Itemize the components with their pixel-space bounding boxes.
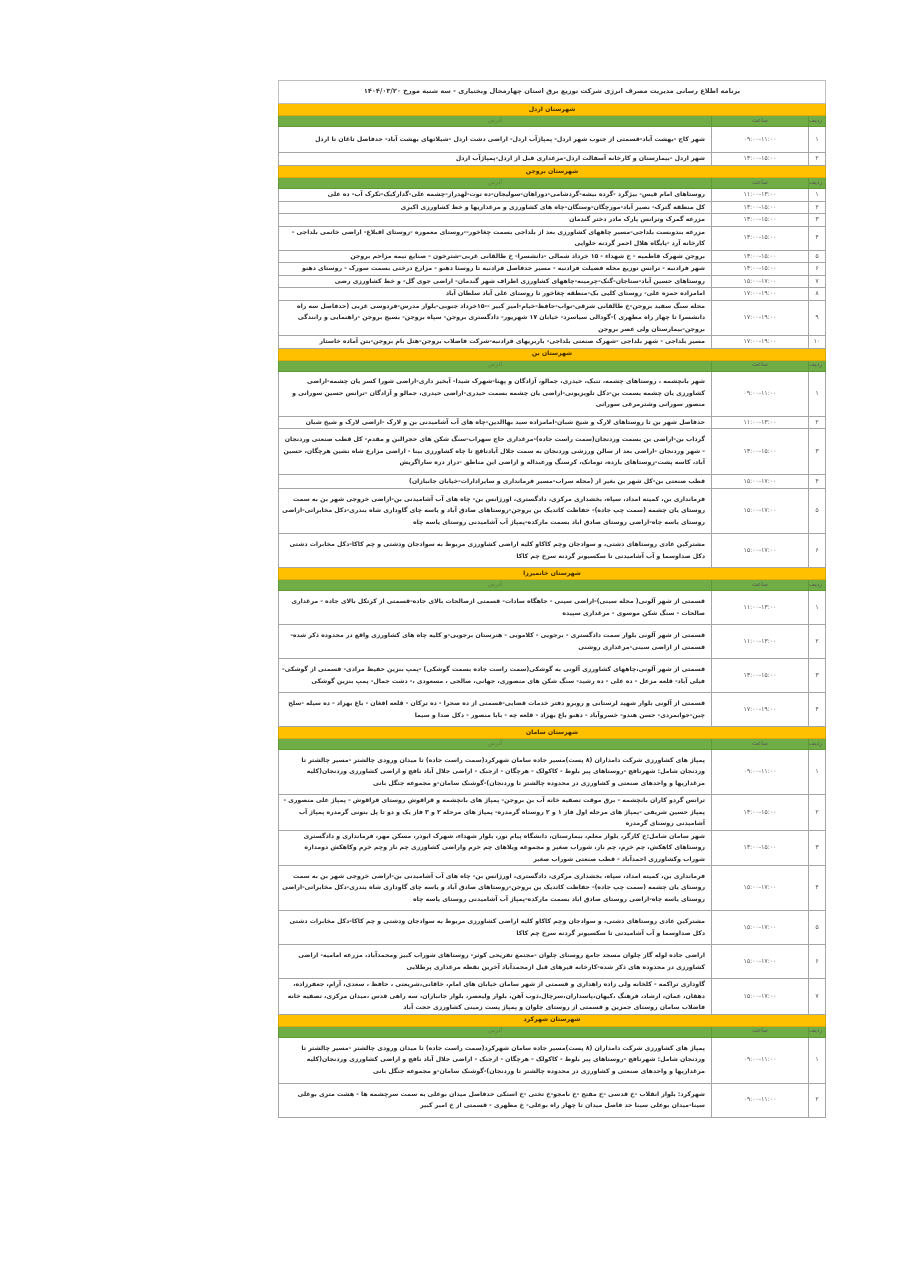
table-row xyxy=(279,795,826,831)
outage-time: ۱۵:۰۰-۱۷:۰۰ xyxy=(712,489,809,534)
table-row xyxy=(279,945,826,979)
table-row xyxy=(279,416,826,429)
outage-address: قسمتی از شهر آلونی بلوار سمت دادگستری - برجویی - کلاموبی - هنرستان برجویی-و کلیه چاه های کشاورزی واقع در محدوده ذکر شده-قسمتی از اراضی سینی-مرغداری روشنی xyxy=(279,625,712,659)
outage-address: اراضی جاده لوله گاز چلوان مسجد جامع روستای چلوان -مجتمع تفریحی کوثر- روستاهای شوراب کبیر ومحمدآباد، مزرعه امامیه- اراضی کشاورزی در محدوده های ذکر شده-کارخانه قیرهای قبل ازمحمدآباد آخرین نقطه مرغداری پرطلایی xyxy=(279,945,712,979)
outage-time: ۱۷:۰۰-۱۹:۰۰ xyxy=(712,300,809,336)
outage-address: گاوداری تراکمه - کلخانه ولی زاده راهداری و قسمتی از شهر سامان خیابان های امام، خاقانی،شریعتی ، حافظ ، سعدی، آرام، جعفرزاده، دهقان، عمان، ارشاد، فرهنگ ،کیهان،پاسداران،سرچال،ذوب آهن، بلوار ولیعصر، بلوار جانبازان، سه راهی قدس ،میدان مرکزی، تصفیه خانه فاضلاب سامان روستای جمزین و قسمتی از روستای چلوان و پمپاژ پست زمینی کشاورزی حجت آباد xyxy=(279,979,712,1015)
outage-time: ۱۱:۰۰-۱۳:۰۰ xyxy=(712,591,809,625)
row-index: ۴ xyxy=(809,693,826,727)
column-header-row xyxy=(279,116,826,127)
row-index: ۲ xyxy=(809,416,826,429)
county-header xyxy=(279,727,826,739)
row-index: ۱ xyxy=(809,127,826,153)
outage-address: شهر اردل -بیمارستان و کارخانه آسفالت اردل-مرغداری قبل از اردل-پمپاژآب اردل xyxy=(279,153,712,166)
row-index: ۲ xyxy=(809,153,826,166)
document-title: برنامه اطلاع رسانی مدیریت مصرف انرژی شرکت توزیع برق استان چهارمحال وبختیاری - سه شنبه مورخ ۱۴۰۴/۰۳/۲۰ xyxy=(279,81,826,104)
column-header-index: ردیف xyxy=(809,580,826,591)
outage-address: پمپاژ های کشاورزی شرکت دامداران (۸ پست)مسیر جاده سامان شهرکرد(سمت راست جاده) تا میدان ورودی چالشتر -مسیر چالشتر تا وردنجان شامل: شهرنافچ -روستاهای پیر بلوط - کاکولک - هرچگان - ارجنک - اراضی جلال آباد نافچ و اراضی کشاورزی وردنجان(کلیه مرغداریها و واحدهای صنعتی و کشاورزی در محدوده چالشتر تا وردنجان)-گوشنک سامان-و مجموعه جنگل بانی xyxy=(279,750,712,795)
outage-address: کل منطقه گترک- نصیر آباد-مورچگان-وستگان-چاه های کشاورزی و مرغداریها و خط کشاورزی اکبری xyxy=(279,201,712,214)
table-row xyxy=(279,275,826,288)
county-name: شهرستان خانمیرزا xyxy=(279,568,826,580)
outage-time: ۱۵:۰۰-۱۷:۰۰ xyxy=(712,979,809,1015)
row-index: ۱۰ xyxy=(809,336,826,349)
outage-time: ۱۵:۰۰-۱۷:۰۰ xyxy=(712,534,809,568)
table-row xyxy=(279,127,826,153)
table-row xyxy=(279,591,826,625)
row-index: ۵ xyxy=(809,911,826,945)
column-header-address: آدرس xyxy=(279,116,712,127)
table-row xyxy=(279,263,826,276)
table-row xyxy=(279,750,826,795)
table-row xyxy=(279,489,826,534)
table-row xyxy=(279,693,826,727)
column-header-row xyxy=(279,739,826,750)
column-header-row xyxy=(279,1026,826,1037)
outage-address: شهر بانچشمه ، روستاهای چشمه، تنبک، حیدری، جمالو، آزادگان و پهنا-شهرک شیدا- آبخیز داری-اراضی شورا کسر یان چشمه-اراضی کشاورزی یان چشمه بسمت بن-دکل تلویزیونی-اراضی یان چشمه بسمت حیدری-اراضی حیدری، جمالو و آزادگان -ترانس حسین سورانی و منصور سورانی وشترمرغی سورانی xyxy=(279,371,712,416)
outage-address: قسمتی از شهر آلونی،چاههای کشاورزی آلونی به گوشکی(سمت راست جاده بسمت گوشکی) -پمپ بنزین حفیظ مرادی- قسمتی از گوشکی- فیلی آباد- قلعه مزعل - ده علی - ده رشید- سنگ شکن های منصوری، جهانی، صالحی ، مسعودی ،- دشت جمال- پمپ بنزین گوشکی xyxy=(279,659,712,693)
column-header-address: آدرس xyxy=(279,1026,712,1037)
table-row xyxy=(279,911,826,945)
table-row xyxy=(279,189,826,202)
county-header xyxy=(279,104,826,116)
row-index: ۱ xyxy=(809,1037,826,1083)
row-index: ۳ xyxy=(809,214,826,227)
outage-schedule-document xyxy=(278,80,826,1118)
column-header-index: ردیف xyxy=(809,178,826,189)
outage-address: مشترکین عادی روستاهای دشتی، و سوادجان وچم کاکاو کلیه اراضی کشاورزی مربوط به سوادجان ودشتی و چم کاکا-دکل مخابرات دشتی دکل صداوسما و آب آشامیدنی تا سکسیونر گردنه سرخ چم کاکا xyxy=(279,911,712,945)
row-index: ۶ xyxy=(809,534,826,568)
column-header-time: ساعت xyxy=(712,178,809,189)
outage-time: ۰۹:۰۰-۱۱:۰۰ xyxy=(712,127,809,153)
table-row xyxy=(279,288,826,301)
row-index: ۲ xyxy=(809,201,826,214)
outage-schedule-table xyxy=(278,80,826,1118)
table-row xyxy=(279,300,826,336)
outage-time: ۱۳:۰۰-۱۵:۰۰ xyxy=(712,659,809,693)
table-row xyxy=(279,625,826,659)
row-index: ۷ xyxy=(809,979,826,1015)
row-index: ۲ xyxy=(809,1083,826,1117)
outage-time: ۱۵:۰۰-۱۷:۰۰ xyxy=(712,866,809,911)
table-row xyxy=(279,1083,826,1117)
outage-address: گرداب بن-اراضی بن بسمت وردنجان(سمت راست جاده)-مرغداری حاج سهراب-سنگ شکن های حجرالبن و مقدم- کل قطب صنعتی وردنجان - شهر وردنجان -اراضی بعد از سالن ورزشی وردنجان به سمت جلال آبادنافچ تا چاه کشاورزی بینا - اراضی مزارع شاه نشین هرچگان، حسین آباد، کاسه پشت-روستاهای بارده، تومانک، کرسنگ ورعبداله و اراضی این مناطق -دراز دره ساراگریش xyxy=(279,429,712,475)
column-header-row xyxy=(279,178,826,189)
row-index: ۶ xyxy=(809,945,826,979)
table-row xyxy=(279,429,826,475)
column-header-time: ساعت xyxy=(712,360,809,371)
row-index: ۱ xyxy=(809,189,826,202)
outage-time: ۱۳:۰۰-۱۵:۰۰ xyxy=(712,795,809,831)
outage-time: ۰۹:۰۰-۱۱:۰۰ xyxy=(712,371,809,416)
row-index: ۸ xyxy=(809,288,826,301)
outage-address: امامزاده حمزه علی- روستای کلیی بک-منطقه چغاخور تا روستای علی آباد سلطان آباد xyxy=(279,288,712,301)
row-index: ۴ xyxy=(809,866,826,911)
outage-time: ۱۵:۰۰-۱۷:۰۰ xyxy=(712,945,809,979)
table-row xyxy=(279,336,826,349)
column-header-index: ردیف xyxy=(809,1026,826,1037)
county-header xyxy=(279,1014,826,1026)
outage-time: ۰۹:۰۰-۱۱:۰۰ xyxy=(712,1083,809,1117)
outage-time: ۱۳:۰۰-۱۵:۰۰ xyxy=(712,429,809,475)
outage-address: روستاهای حسین آباد-سناجان-گنک-چرمینه-چاههای کشاورزی اطراف شهر گندمان- اراضی جوی گل- و خط کشاورزی رضی xyxy=(279,275,712,288)
outage-time: ۱۳:۰۰-۱۵:۰۰ xyxy=(712,250,809,263)
row-index: ۵ xyxy=(809,489,826,534)
outage-time: ۱۳:۰۰-۱۵:۰۰ xyxy=(712,830,809,866)
table-row xyxy=(279,153,826,166)
row-index: ۹ xyxy=(809,300,826,336)
outage-time: ۱۵:۰۰-۱۷:۰۰ xyxy=(712,275,809,288)
outage-time: ۱۳:۰۰-۱۵:۰۰ xyxy=(712,226,809,250)
title-row xyxy=(279,81,826,104)
outage-address: شهر سامان شامل:خ کارگر، بلوار معلم، بیمارستان، دانشگاه پیام نور، بلوار شهداء، شهرک ابوذر، مسکن مهر، فرمانداری و دادگستری روستاهای کاهکش، چم خرم، چم نار، شوراب صغیر و مجموعه ویلاهای چم خرم واراضی کشاورزی چم نار وچم خرم وکاهکش دومداره شوراب وکشاورزی احمدآباد - قطب صنعتی شوراب صغیر xyxy=(279,830,712,866)
outage-time: ۱۵:۰۰-۱۷:۰۰ xyxy=(712,911,809,945)
table-row xyxy=(279,201,826,214)
county-name: شهرستان شهرکرد xyxy=(279,1014,826,1026)
outage-time: ۱۳:۰۰-۱۵:۰۰ xyxy=(712,201,809,214)
table-row xyxy=(279,226,826,250)
row-index: ۱ xyxy=(809,591,826,625)
outage-address: قطب صنعتی بن-کل شهر بن بغیر از (محله سراب-مسیر فرمانداری و سایرادارات-خیابان جانبازان) xyxy=(279,475,712,489)
column-header-time: ساعت xyxy=(712,739,809,750)
county-name: شهرستان سامان xyxy=(279,727,826,739)
table-row xyxy=(279,534,826,568)
county-name: شهرستان بروجن xyxy=(279,166,826,178)
column-header-index: ردیف xyxy=(809,360,826,371)
county-name: شهرستان بن xyxy=(279,348,826,360)
outage-address: مشترکین عادی روستاهای دشتی، و سوادجان وچم کاکاو کلیه اراضی کشاورزی مربوط به سوادجان ودشتی و چم کاکا-دکل مخابرات دشتی دکل صداوسما و آب آشامیدنی تا سکسیونر گردنه سرخ چم کاکا xyxy=(279,534,712,568)
outage-address: فرمانداری بن، کمیته امداد، سپاه، بخشداری مرکزی، دادگستری، اورژانس بن- چاه های آب آشامیدنی بن-اراضی خروجی شهر بن به سمت روستای یان چشمه (سمت چپ جاده)- حفاظت کاتدیک بن بروجن-روستاهای صادق آباد و یاسه چای گاوداری شاه بندری-دکل مخابراتی-اراضی روستای یاسه چاه-اراضی روستای صادق اباد بسمت مارکده-پمپاژ آب آشامیدنی روستای یاسه چاه xyxy=(279,489,712,534)
outage-time: ۱۳:۰۰-۱۵:۰۰ xyxy=(712,214,809,227)
outage-time: ۱۳:۰۰-۱۵:۰۰ xyxy=(712,153,809,166)
table-row xyxy=(279,250,826,263)
county-header xyxy=(279,568,826,580)
county-header xyxy=(279,166,826,178)
outage-address: شهر فرادنبه - ترانس توزیع محله فضیلت فرادنبه - مسیر حدفاصل فرادنبه تا روستا دهنو - مزارع درختی بسمت سورک - روستای دهنو xyxy=(279,263,712,276)
row-index: ۳ xyxy=(809,830,826,866)
outage-time: ۱۷:۰۰-۱۹:۰۰ xyxy=(712,336,809,349)
column-header-row xyxy=(279,580,826,591)
outage-address: شهر کاج -بهشت آباد-قسمتی از جنوب شهر اردل- پمپاژآب اردل- اراضی دشت اردل -شیلاتهای بهشت آباد- حدفاصل تاغان تا اردل xyxy=(279,127,712,153)
column-header-address: آدرس xyxy=(279,739,712,750)
outage-time: ۰۹:۰۰-۱۱:۰۰ xyxy=(712,750,809,795)
outage-address: مزرعه گمرک وترانس پارک مادر دختر گندمان xyxy=(279,214,712,227)
outage-time: ۱۵:۰۰-۱۷:۰۰ xyxy=(712,475,809,489)
row-index: ۲ xyxy=(809,795,826,831)
outage-address: مسیر بلداجی - شهر بلداجی -شهرک صنعتی بلداجی- باربریهای فرادنبه-شرکت فاضلاب بروجن-هتل بام بروجن-بتن آماده خاستار xyxy=(279,336,712,349)
outage-address: قسمتی از شهر آلونی( محله سینی)-اراضی سینی - جاهگاه سادات- قسمتی ازصالحات بالای جاده-قسمتی از کرتکل بالای جاده - مرغداری صالحات - سنگ شکن موسوی - مرغداری سپیده xyxy=(279,591,712,625)
outage-time: ۱۷:۰۰-۱۹:۰۰ xyxy=(712,693,809,727)
column-header-time: ساعت xyxy=(712,1026,809,1037)
row-index: ۶ xyxy=(809,263,826,276)
table-row xyxy=(279,214,826,227)
column-header-address: آدرس xyxy=(279,178,712,189)
row-index: ۴ xyxy=(809,475,826,489)
column-header-row xyxy=(279,360,826,371)
outage-address: قسمتی از آلونی بلوار شهید لرستانی و روبرو دفتر خدمات قضایی-قسمتی از ده صحرا - ده ترکان - قلعه افغان - باغ بهزاد - ده سیله -سلح چین-جوانمردی- حسن هندو- خسروآباد - دهنو باغ بهزاد - قلعه چه - بابا منصور - دکل صدا و سیما xyxy=(279,693,712,727)
outage-address: مزرعه بندوبست بلداجی-مسیر چاههای کشاورزی بعد از بلداجی بسمت چغاخور--روستای معموره -روستای اقبلاغ- اراضی خاتمی بلداجی - کارخانه آرد -پایگاه هلال احمر گردنه حلوایی xyxy=(279,226,712,250)
row-index: ۳ xyxy=(809,429,826,475)
outage-address: شهرکرد: بلوار انقلاب -خ قدسی -خ مفتح -خ نامجو-خ تختی -خ استکی حدفاصل میدان بوعلی به سمت سرچشمه ها - هشت متری بوعلی سینا-میدان بوعلی سینا حد فاصل میدان تا چهار راه بوعلی- خ مطهری - قسمتی از خ امیر کبیر xyxy=(279,1083,712,1117)
outage-time: ۱۱:۰۰-۱۳:۰۰ xyxy=(712,416,809,429)
column-header-index: ردیف xyxy=(809,739,826,750)
column-header-address: آدرس xyxy=(279,360,712,371)
outage-address: پمپاژ های کشاورزی شرکت دامداران (۸ پست)مسیر جاده سامان شهرکرد(سمت راست جاده) تا میدان ورودی چالشتر -مسیر چالشتر تا وردنجان شامل: شهرنافچ -روستاهای پیر بلوط - کاکولک - هرچگان - ارجنک - اراضی جلال آباد نافچ و اراضی کشاورزی وردنجان(کلیه مرغداریها و واحدهای صنعتی و کشاورزی در محدوده چالشتر تا وردنجان)-گوشنک سامان-و مجموعه جنگل بانی xyxy=(279,1037,712,1083)
table-row xyxy=(279,475,826,489)
row-index: ۴ xyxy=(809,226,826,250)
outage-address: ترانس گردو کاران بانچشمه - برق موقت تصفیه خانه آب بن بروجن- پمپاژ های بانچشمه و قراقوش روستای قراقوش - پمپاژ علی منصوری - پمپاژ حسین شریفی -پمپاژ های مرحله اول فاز ۱ و ۲ روستاه گرمدره- پمپاژ های مرحله ۲ و ۳ فاز یک و دو تا پل بتونی گرمدره پمپاژ آب آشامیدنی روستای گرمدره xyxy=(279,795,712,831)
column-header-address: آدرس xyxy=(279,580,712,591)
outage-time: ۱۷:۰۰-۱۹:۰۰ xyxy=(712,288,809,301)
table-row xyxy=(279,371,826,416)
table-row xyxy=(279,979,826,1015)
row-index: ۱ xyxy=(809,371,826,416)
table-row xyxy=(279,659,826,693)
outage-address: حدفاصل شهر بن تا روستاهای لارک و شیخ شبان-امامزاده سید بهاالدین-چاه های آب آشامیدنی بن و لارک -اراضی لارک و شیخ شبان xyxy=(279,416,712,429)
column-header-time: ساعت xyxy=(712,116,809,127)
row-index: ۵ xyxy=(809,250,826,263)
outage-address: بروجن شهرک فاطمیه - خ شهداء - ۱۵ خرداد شمالی -دانشسرا- خ طالقانی غربی-شترخون - صنایع نیمه مزاحم بروجن xyxy=(279,250,712,263)
table-row xyxy=(279,830,826,866)
outage-address: محله سنگ سفید بروجن-خ طالقانی شرقی-نواب-حافظ-خیام-امیر کبیر --۱۵خرداد جنوبی-بلوار مدرس-فردوسی غربی (حدفاصل سه راه دانشسرا تا چهار راه مطهری )-گودالی سیاسرد- خیابان ۱۷ شهریور- دادگستری بروجن- سپاه بروجن- بسیج بروجن -راهنمایی و رانندگی بروجن-بیمارستان ولی عصر بروجن xyxy=(279,300,712,336)
table-row xyxy=(279,866,826,911)
row-index: ۷ xyxy=(809,275,826,288)
outage-address: روستاهای امام قیس- بیژگرد -گرده بیشه-گردشامی-دوراهان-سولیجان-ده توت-لهدراز-چشمه علی-گدارکبک-تکرک آب- ده علی xyxy=(279,189,712,202)
column-header-time: ساعت xyxy=(712,580,809,591)
row-index: ۱ xyxy=(809,750,826,795)
column-header-index: ردیف xyxy=(809,116,826,127)
county-name: شهرستان اردل xyxy=(279,104,826,116)
outage-time: ۰۹:۰۰-۱۱:۰۰ xyxy=(712,1037,809,1083)
outage-time: ۱۱:۰۰-۱۳:۰۰ xyxy=(712,625,809,659)
county-header xyxy=(279,348,826,360)
outage-time: ۱۱:۰۰-۱۳:۰۰ xyxy=(712,189,809,202)
row-index: ۲ xyxy=(809,625,826,659)
outage-address: فرمانداری بن، کمیته امداد، سپاه، بخشداری مرکزی، دادگستری، اورژانس بن- چاه های آب آشامیدنی بن-اراضی خروجی شهر بن به سمت روستای یان چشمه (سمت چپ جاده)- حفاظت کاتدیک بن بروجن-روستاهای صادق آباد و یاسه چای گاوداری شاه بندری-دکل مخابراتی-اراضی روستای یاسه چاه-اراضی روستای صادق اباد بسمت مارکده-پمپاژ آب آشامیدنی روستای یاسه چاه xyxy=(279,866,712,911)
row-index: ۳ xyxy=(809,659,826,693)
table-row xyxy=(279,1037,826,1083)
outage-time: ۱۳:۰۰-۱۵:۰۰ xyxy=(712,263,809,276)
